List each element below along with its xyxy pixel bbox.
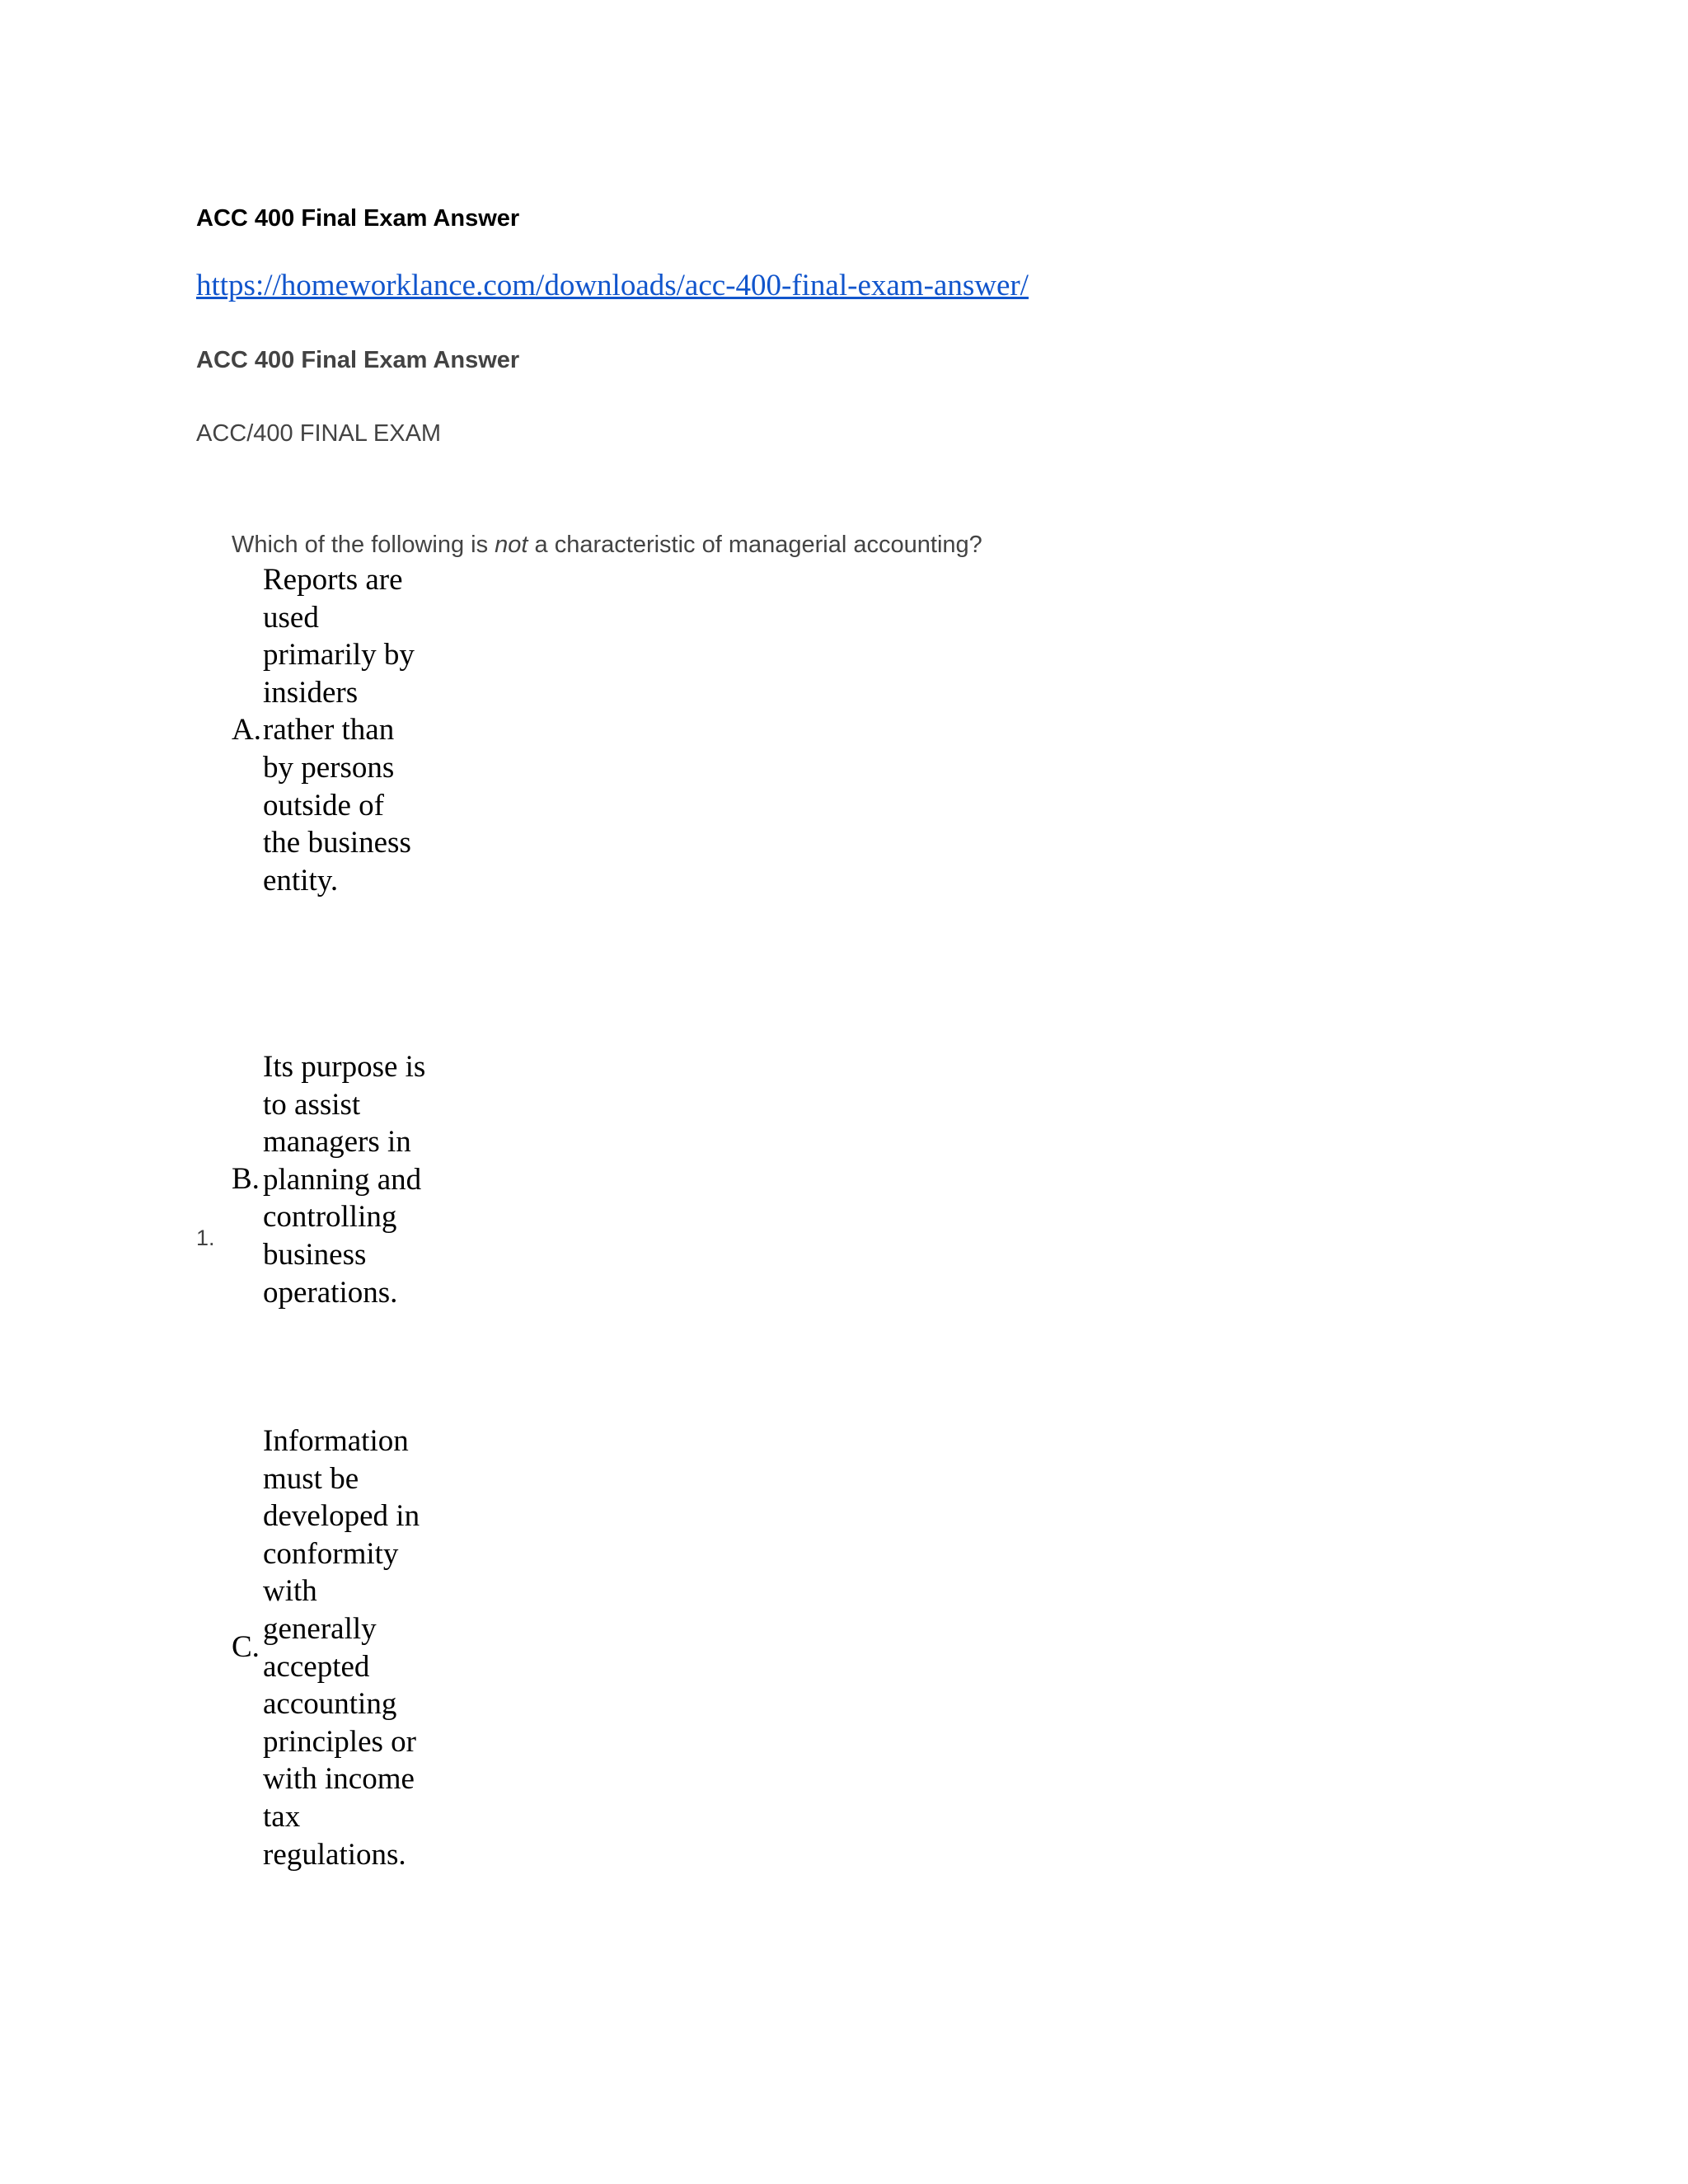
question-text-emphasis: not bbox=[495, 532, 528, 558]
download-link[interactable]: https://homeworklance.com/downloads/acc-400-final-exam-answer/ bbox=[196, 269, 1029, 302]
option-letter: A. bbox=[232, 712, 261, 747]
document-subtitle: ACC 400 Final Exam Answer bbox=[196, 347, 520, 373]
option-text: Reports are used primarily by insiders rather than by persons outside of the business entity. bbox=[263, 563, 415, 898]
answer-option-b bbox=[232, 1048, 428, 1311]
option-text: Its purpose is to assist managers in planning and controlling business operations. bbox=[263, 1050, 426, 1310]
document-title: ACC 400 Final Exam Answer bbox=[196, 205, 520, 232]
exam-label: ACC/400 FINAL EXAM bbox=[196, 420, 442, 447]
answer-option-c bbox=[232, 1422, 428, 1873]
option-letter: C. bbox=[232, 1630, 260, 1665]
answer-option-a bbox=[232, 561, 428, 899]
option-text: Information must be developed in conformity with generally accepted accounting principles or with income tax regulations. bbox=[263, 1424, 420, 1872]
option-letter: B. bbox=[232, 1162, 260, 1197]
question-number: 1. bbox=[196, 1226, 215, 1250]
question-text-after: a characteristic of managerial accounting? bbox=[528, 532, 982, 558]
question-text bbox=[232, 531, 982, 560]
question-text-before: Which of the following is bbox=[232, 532, 495, 558]
